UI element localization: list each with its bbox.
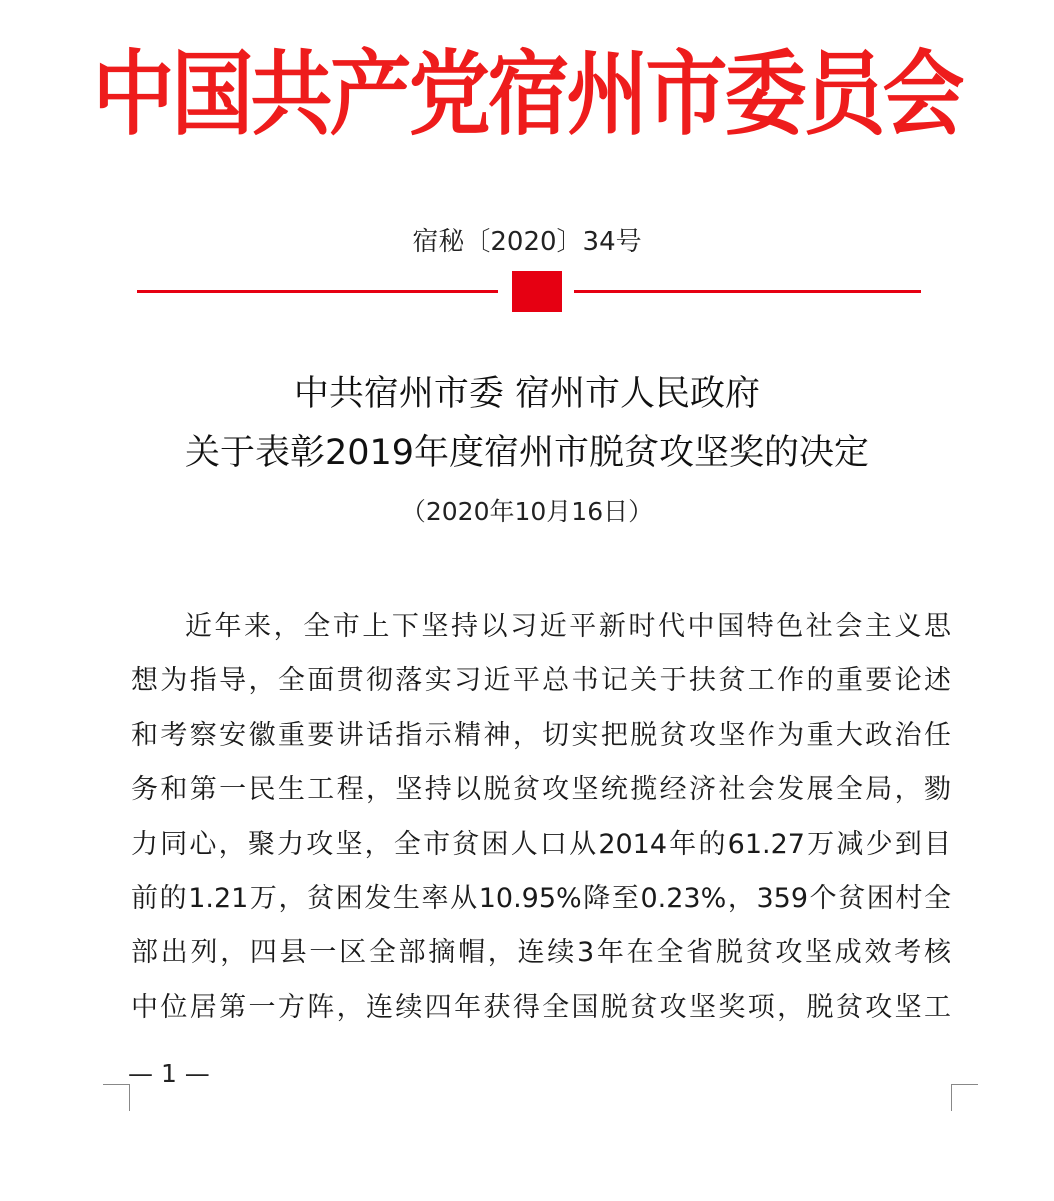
body-line: 想为指导，全面贯彻落实习近平总书记关于扶贫工作的重要论述 xyxy=(131,665,951,697)
page-number: — 1 — xyxy=(128,1059,210,1088)
document-title-line-1: 中共宿州市委 宿州市人民政府 xyxy=(293,374,761,414)
body-line: 力同心，聚力攻坚，全市贫困人口从2014年的61.27万减少到目 xyxy=(131,828,951,860)
body-line: 和考察安徽重要讲话指示精神，切实把脱贫攻坚作为重大政治任 xyxy=(131,719,951,751)
body-line: 中位居第一方阵，连续四年获得全国脱贫攻坚奖项，脱贫攻坚工 xyxy=(131,991,951,1023)
red-divider-right xyxy=(574,290,921,293)
body-line: 部出列，四县一区全部摘帽，连续3年在全省脱贫攻坚成效考核 xyxy=(131,937,951,969)
crop-mark-left xyxy=(103,1084,130,1111)
document-number: 宿秘〔2020〕34号 xyxy=(412,227,642,257)
body-line: 近年来，全市上下坚持以习近平新时代中国特色社会主义思 xyxy=(185,611,951,642)
body-line: 务和第一民生工程，坚持以脱贫攻坚统揽经济社会发展全局，勠 xyxy=(131,774,951,806)
document-date: （2020年10月16日） xyxy=(400,497,654,526)
issuer-masthead: 中国共产党宿州市委员会 xyxy=(92,41,962,149)
document-title-line-2: 关于表彰2019年度宿州市脱贫攻坚奖的决定 xyxy=(184,433,870,473)
red-divider-square xyxy=(512,271,562,312)
body-line: 前的1.21万，贫困发生率从10.95%降至0.23%，359个贫困村全 xyxy=(131,882,951,914)
body-paragraph xyxy=(131,600,951,1035)
crop-mark-right xyxy=(951,1084,978,1111)
red-divider-left xyxy=(137,290,498,293)
